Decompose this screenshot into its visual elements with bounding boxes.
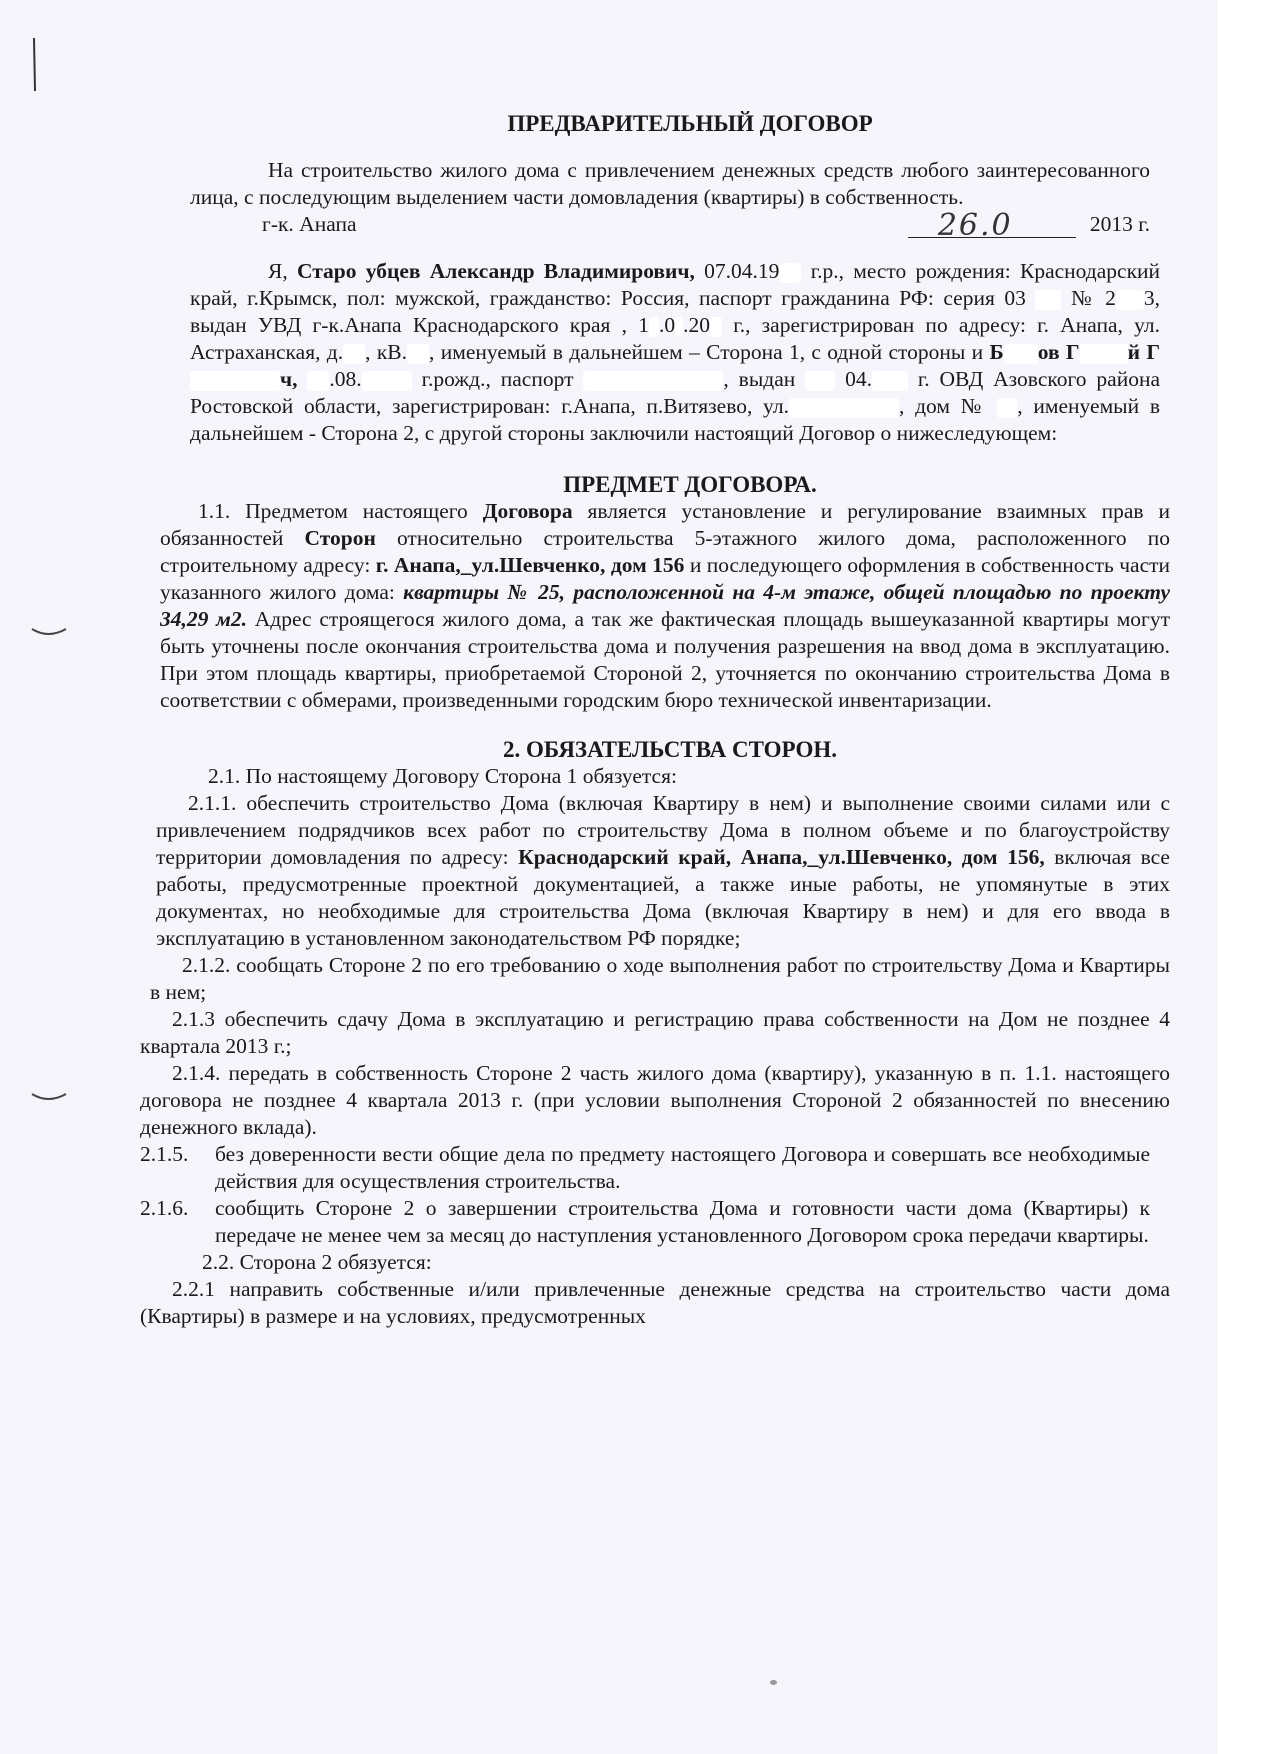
subtitle: На строительство жилого дома с привлечением денежных средств любого заинтересованного лица, с последующим выделением части домовладения (квартиры) в собственность. — [190, 158, 1150, 209]
text: Я, — [268, 259, 288, 283]
text: г.рожд., паспорт — [421, 367, 574, 391]
section-heading: ПРЕДМЕТ ДОГОВОРА. — [563, 472, 817, 497]
party2-name: ов Г — [1037, 340, 1080, 364]
text: 2.1.1. обеспечить строительство Дома (включая Квартиру в нем) и выполнение своими силами или с привлечением подрядчиков всех работ по строительству Дома в полном объеме и по благоустройству территории домовладения по адресу: — [156, 791, 1170, 869]
page-title: ПРЕДВАРИТЕЛЬНЫЙ ДОГОВОР — [507, 111, 873, 136]
redacted-block — [362, 371, 412, 391]
redacted-block — [779, 263, 801, 283]
clause-2-1-2: 2.1.2. сообщать Стороне 2 по его требованию о ходе выполнения работ по строительству Дома и Квартиры в нем; — [150, 953, 1170, 1004]
date-year: 2013 г. — [1089, 212, 1150, 236]
date-block — [908, 208, 1150, 243]
clause-text: без доверенности вести общие дела по предмету настоящего Договора и совершать все необходимые действия для осуществления строительства. — [215, 1142, 1150, 1193]
hole-punch-mark-top — [30, 625, 70, 639]
text: , кВ. — [365, 340, 407, 364]
clause-2-1: 2.1. По настоящему Договору Сторона 1 обязуется: — [208, 764, 677, 788]
pen-mark — [28, 36, 42, 96]
hole-punch-mark-bottom — [30, 1090, 70, 1104]
bold-term: Сторон — [304, 526, 376, 550]
page-margin — [1218, 0, 1275, 1754]
redacted-block — [190, 371, 280, 391]
address: г. Анапа,_ул.Шевченко, дом 156 — [375, 553, 685, 577]
clause-text: сообщить Стороне 2 о завершении строительства Дома и готовности части дома (Квартиры) к передаче не менее чем за месяц до наступления установленного Договором срока передачи квартиры. — [215, 1196, 1150, 1247]
redacted-block — [343, 344, 365, 364]
redacted-block — [583, 371, 723, 391]
parties-paragraph — [190, 258, 1160, 447]
redacted-block — [307, 371, 329, 391]
redacted-block — [789, 398, 899, 418]
place-date-row — [150, 208, 1150, 243]
redacted-block — [805, 371, 835, 391]
redacted-block — [1035, 290, 1061, 310]
contract-body — [140, 110, 1171, 1330]
party2-name: Г — [1146, 340, 1160, 364]
bold-term: Договора — [482, 499, 573, 523]
clause-2-2: 2.2. Сторона 2 обязуется: — [202, 1250, 432, 1274]
text: № 2 — [1070, 286, 1116, 310]
apartment-description: квартиры № 25, расположенной на 4-м этаже, общей площадью по проекту 34,29 м2. — [160, 580, 1170, 631]
clause-2-1-6 — [140, 1195, 1150, 1249]
text: г.р., место рождения: Краснодарский край, г.Крымск, пол: мужской, гражданство: Россия, паспорт гражданина РФ: серия 03 — [190, 259, 1161, 310]
redacted-block — [675, 317, 683, 337]
redacted-block — [997, 398, 1017, 418]
text: .20 — [683, 313, 711, 337]
redacted-block — [407, 344, 429, 364]
redacted-block — [1116, 290, 1144, 310]
text: , дом № — [898, 394, 987, 418]
text: включая все работы, предусмотренные проектной документацией, а также иные работы, не упомянутые в этих документах, но необходимые для строительства Дома (включая Квартиру в нем) и для его ввода в эксплуатацию в установленном законодательством РФ порядке; — [156, 845, 1170, 950]
text: , именуемый в дальнейшем – Сторона 1, с одной стороны и — [429, 340, 984, 364]
text: г., зарегистрирован по адресу: г. Анапа, ул. Астраханская, д. — [190, 313, 1161, 364]
text: .0 — [659, 313, 676, 337]
text: Адрес строящегося жилого дома, а так же фактическая площадь вышеуказанной квартиры могут быть уточнены после окончания строительства дома и получения разрешения на ввод дома в эксплуатацию. При этом площадь квартиры, приобретаемой Стороной 2, уточняется по окончанию строительства Дома в соответствии с обмерами, произведенными городским бюро технической инвентаризации. — [160, 607, 1171, 712]
text: 3, выдан УВД г-к.Анапа Краснодарского края , — [190, 286, 1161, 337]
text: 1.1. Предметом настоящего — [198, 499, 468, 523]
clause-2-1-3: 2.1.3 обеспечить сдачу Дома в эксплуатацию и регистрацию права собственности на Дом не позднее 4 квартала 2013 г.; — [140, 1007, 1170, 1058]
clause-number: 2.1.5. — [140, 1142, 189, 1166]
redacted-block — [649, 317, 659, 337]
text: 07.04.19 — [704, 259, 780, 283]
text: относительно строительства 5-этажного жилого дома, расположенного по строительному адресу: — [160, 526, 1170, 577]
address: Краснодарский край, Анапа,_ул.Шевченко, дом 156, — [518, 845, 1045, 869]
text: 1 — [638, 313, 650, 337]
text: .08. — [329, 367, 362, 391]
party2-name: й — [1127, 340, 1140, 364]
clause-2-1-1 — [156, 790, 1170, 952]
clause-2-1-5 — [140, 1141, 1150, 1195]
clause-2-2-1: 2.2.1 направить собственные и/или привлеченные денежные средства на строительство части дома (Квартиры) в размере и на условиях, предусмотренных — [140, 1277, 1170, 1328]
redacted-block — [872, 371, 908, 391]
redacted-block — [1080, 344, 1128, 364]
date-field — [908, 208, 1076, 243]
text: , выдан — [723, 367, 796, 391]
text: 04. — [845, 367, 872, 391]
text: г. ОВД Азовского района Ростовской области, зарегистрирован: г.Анапа, п.Витязево, ул. — [190, 367, 1161, 418]
redacted-block — [710, 317, 722, 337]
city-label: г-к. Анапа — [262, 212, 357, 236]
dust-speck — [770, 1680, 777, 1685]
text: и последующего оформления в собственность части указанного жилого дома: — [160, 553, 1171, 604]
clause-1-1 — [160, 498, 1170, 714]
section-heading: 2. ОБЯЗАТЕЛЬСТВА СТОРОН. — [502, 737, 837, 762]
text: , именуемый в дальнейшем - Сторона 2, с другой стороны заключили настоящий Договор о нижеследующем: — [190, 394, 1161, 445]
party2-name: Б — [989, 340, 1004, 364]
party2-name: ч, — [280, 367, 298, 391]
party1-name: Старо убцев Александр Владимирович, — [296, 259, 695, 283]
handwritten-date: 26.0 — [937, 208, 1013, 243]
clause-2-1-4: 2.1.4. передать в собственность Стороне 2 часть жилого дома (квартиру), указанную в п. 1.1. настоящего договора не позднее 4 квартала 2013 г. (при условии выполнения Стороной 2 обязанностей по внесению денежного вклада). — [140, 1061, 1170, 1139]
text: является установление и регулирование взаимных прав и обязанностей — [160, 499, 1170, 550]
redacted-block — [1004, 344, 1038, 364]
clause-number: 2.1.6. — [140, 1196, 189, 1220]
